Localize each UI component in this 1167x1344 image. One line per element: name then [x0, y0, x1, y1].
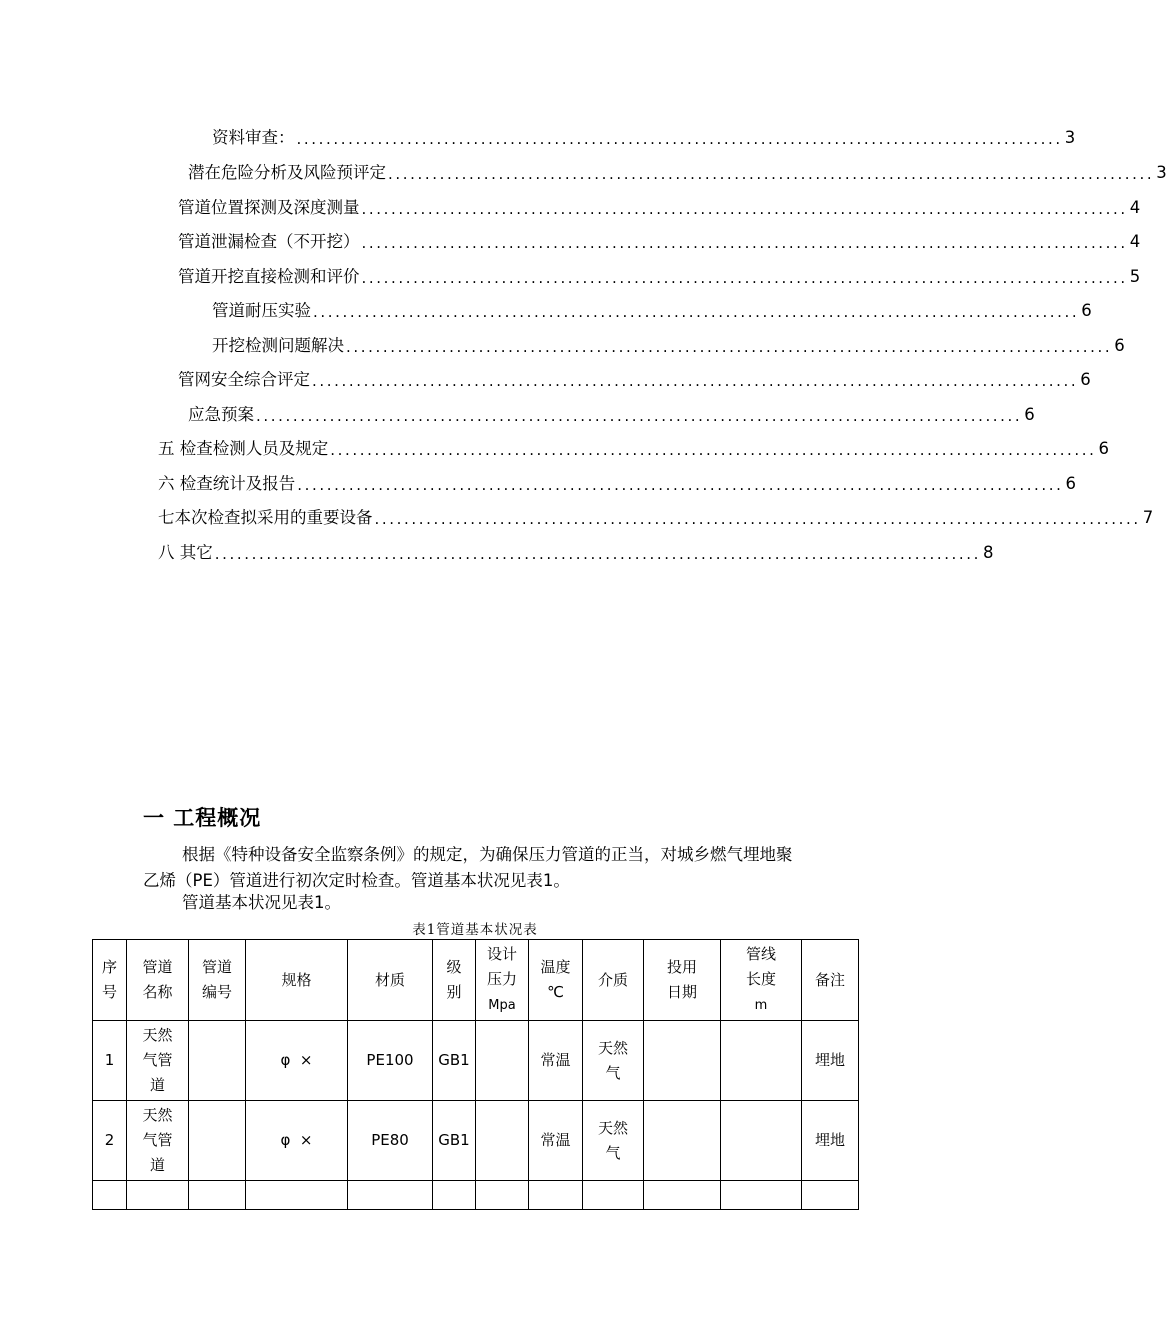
toc-entry-page: 6 [1081, 301, 1092, 320]
cell-temperature: 常温 [529, 1021, 583, 1101]
header-spec: 规格 [246, 940, 348, 1021]
table-row [93, 1021, 859, 1101]
toc-leader-dots: ........................................................................................................ [361, 200, 1128, 218]
header-material: 材质 [348, 940, 433, 1021]
header-temperature: 温度 ℃ [529, 940, 583, 1021]
cell-name: 天然 气管 道 [127, 1021, 189, 1101]
toc-leader-dots: ........................................................................................................ [388, 165, 1155, 183]
cell-remark: 埋地 [802, 1021, 859, 1101]
cell-pressure [476, 1021, 529, 1101]
header-code: 管道 编号 [189, 940, 246, 1021]
toc-entry[interactable] [178, 264, 1141, 288]
cell-empty [93, 1181, 127, 1210]
cell-medium: 天然 气 [583, 1101, 644, 1181]
toc-leader-dots: ........................................................................................................ [313, 303, 1080, 321]
header-name: 管道 名称 [127, 940, 189, 1021]
toc-entry-page: 6 [1024, 405, 1035, 424]
toc-entry-page: 6 [1114, 336, 1125, 355]
header-seq: 序 号 [93, 940, 127, 1021]
body-paragraph-2: 管道基本状况见表1。 [182, 893, 341, 912]
cell-pressure [476, 1101, 529, 1181]
cell-empty [127, 1181, 189, 1210]
toc-entry-page: 5 [1129, 267, 1141, 286]
toc-entry-label: 潜在危险分析及风险预评定 [188, 163, 386, 182]
toc-leader-dots: ........................................................................................................ [374, 510, 1141, 528]
toc-entry[interactable] [212, 125, 1076, 149]
toc-entry[interactable] [178, 367, 1091, 391]
toc-entry-page: 6 [1098, 439, 1110, 458]
toc-leader-dots: ........................................................................................................ [214, 545, 982, 563]
toc-entry[interactable] [158, 540, 994, 564]
cell-temperature: 常温 [529, 1101, 583, 1181]
toc-entry-page: 3 [1156, 163, 1167, 182]
table-caption: 表1管道基本状况表 [412, 922, 538, 938]
toc-entry-label: 管道位置探测及深度测量 [178, 198, 360, 217]
header-date: 投用 日期 [644, 940, 721, 1021]
toc-entry-page: 7 [1142, 508, 1154, 527]
cell-spec: φ × [246, 1021, 348, 1101]
section-title: 一 工程概况 [143, 806, 262, 830]
toc-entry-label: 七本次检查拟采用的重要设备 [158, 508, 373, 527]
cell-empty [721, 1181, 802, 1210]
cell-empty [644, 1181, 721, 1210]
toc-entry-label: 管道耐压实验 [212, 301, 311, 320]
cell-spec: φ × [246, 1101, 348, 1181]
cell-medium: 天然 气 [583, 1021, 644, 1101]
toc-leader-dots: ........................................................................................................ [330, 441, 1097, 459]
cell-length [721, 1021, 802, 1101]
toc-entry-page: 4 [1129, 232, 1141, 251]
toc-entry-page: 4 [1129, 198, 1141, 217]
cell-empty [583, 1181, 644, 1210]
cell-empty [348, 1181, 433, 1210]
pipeline-table [92, 939, 859, 1210]
toc-entry-label: 应急预案 [188, 405, 254, 424]
cell-code [189, 1021, 246, 1101]
toc-entry-label: 管道泄漏检查（不开挖） [178, 232, 360, 251]
cell-empty [476, 1181, 529, 1210]
cell-date [644, 1101, 721, 1181]
toc-leader-dots: ........................................................................................................ [361, 269, 1128, 287]
toc-entry-label: 六 检查统计及报告 [158, 474, 296, 493]
toc-entry-label: 管网安全综合评定 [178, 370, 310, 389]
cell-seq: 2 [93, 1101, 127, 1181]
cell-date [644, 1021, 721, 1101]
table-header-row [93, 940, 859, 1021]
toc-entry[interactable] [158, 436, 1110, 460]
toc-leader-dots: ........................................................................................................ [361, 234, 1128, 252]
header-remark: 备注 [802, 940, 859, 1021]
toc-entry[interactable] [212, 298, 1092, 322]
cell-empty [802, 1181, 859, 1210]
toc-leader-dots: ........................................................................................................ [346, 338, 1113, 356]
toc-leader-dots: ........................................................................................................ [312, 372, 1079, 390]
cell-grade: GB1 [433, 1101, 476, 1181]
header-pressure: 设计 压力 Mpa [476, 940, 529, 1021]
toc-entry-page: 8 [983, 543, 994, 562]
toc-leader-dots: ........................................................................................................ [297, 476, 1064, 494]
cell-length [721, 1101, 802, 1181]
cell-material: PE80 [348, 1101, 433, 1181]
cell-empty [189, 1181, 246, 1210]
toc-entry-page: 3 [1064, 128, 1076, 147]
body-paragraph: 根据《特种设备安全监察条例》的规定，为确保压力管道的正当，对城乡燃气埋地聚乙烯（PE）管道进行初次定时检查。管道基本状况见表1。 [143, 845, 793, 890]
toc-entry[interactable] [212, 333, 1125, 357]
cell-name: 天然 气管 道 [127, 1101, 189, 1181]
header-length: 管线 长度 m [721, 940, 802, 1021]
table-row-empty [93, 1181, 859, 1210]
toc-entry[interactable] [188, 402, 1035, 426]
cell-empty [246, 1181, 348, 1210]
toc-entry-label: 资料审查： [212, 128, 295, 147]
toc-entry[interactable] [178, 229, 1141, 253]
toc-entry-page: 6 [1080, 370, 1091, 389]
cell-code [189, 1101, 246, 1181]
cell-material: PE100 [348, 1021, 433, 1101]
cell-empty [529, 1181, 583, 1210]
toc-entry-label: 开挖检测问题解决 [212, 336, 344, 355]
toc-leader-dots: ........................................................................................................ [256, 407, 1023, 425]
cell-remark: 埋地 [802, 1101, 859, 1181]
toc-entry-page: 6 [1065, 474, 1077, 493]
toc-entry[interactable] [158, 505, 1154, 529]
toc-leader-dots: ........................................................................................................ [296, 130, 1063, 148]
header-grade: 级 别 [433, 940, 476, 1021]
toc-entry-label: 五 检查检测人员及规定 [158, 439, 329, 458]
toc-entry[interactable] [158, 471, 1077, 495]
toc-entry-label: 八 其它 [158, 543, 213, 562]
toc-entry[interactable] [188, 160, 1167, 184]
cell-seq: 1 [93, 1021, 127, 1101]
toc-entry-label: 管道开挖直接检测和评价 [178, 267, 360, 286]
cell-empty [433, 1181, 476, 1210]
table-row [93, 1101, 859, 1181]
header-medium: 介质 [583, 940, 644, 1021]
toc-entry[interactable] [178, 195, 1141, 219]
cell-grade: GB1 [433, 1021, 476, 1101]
